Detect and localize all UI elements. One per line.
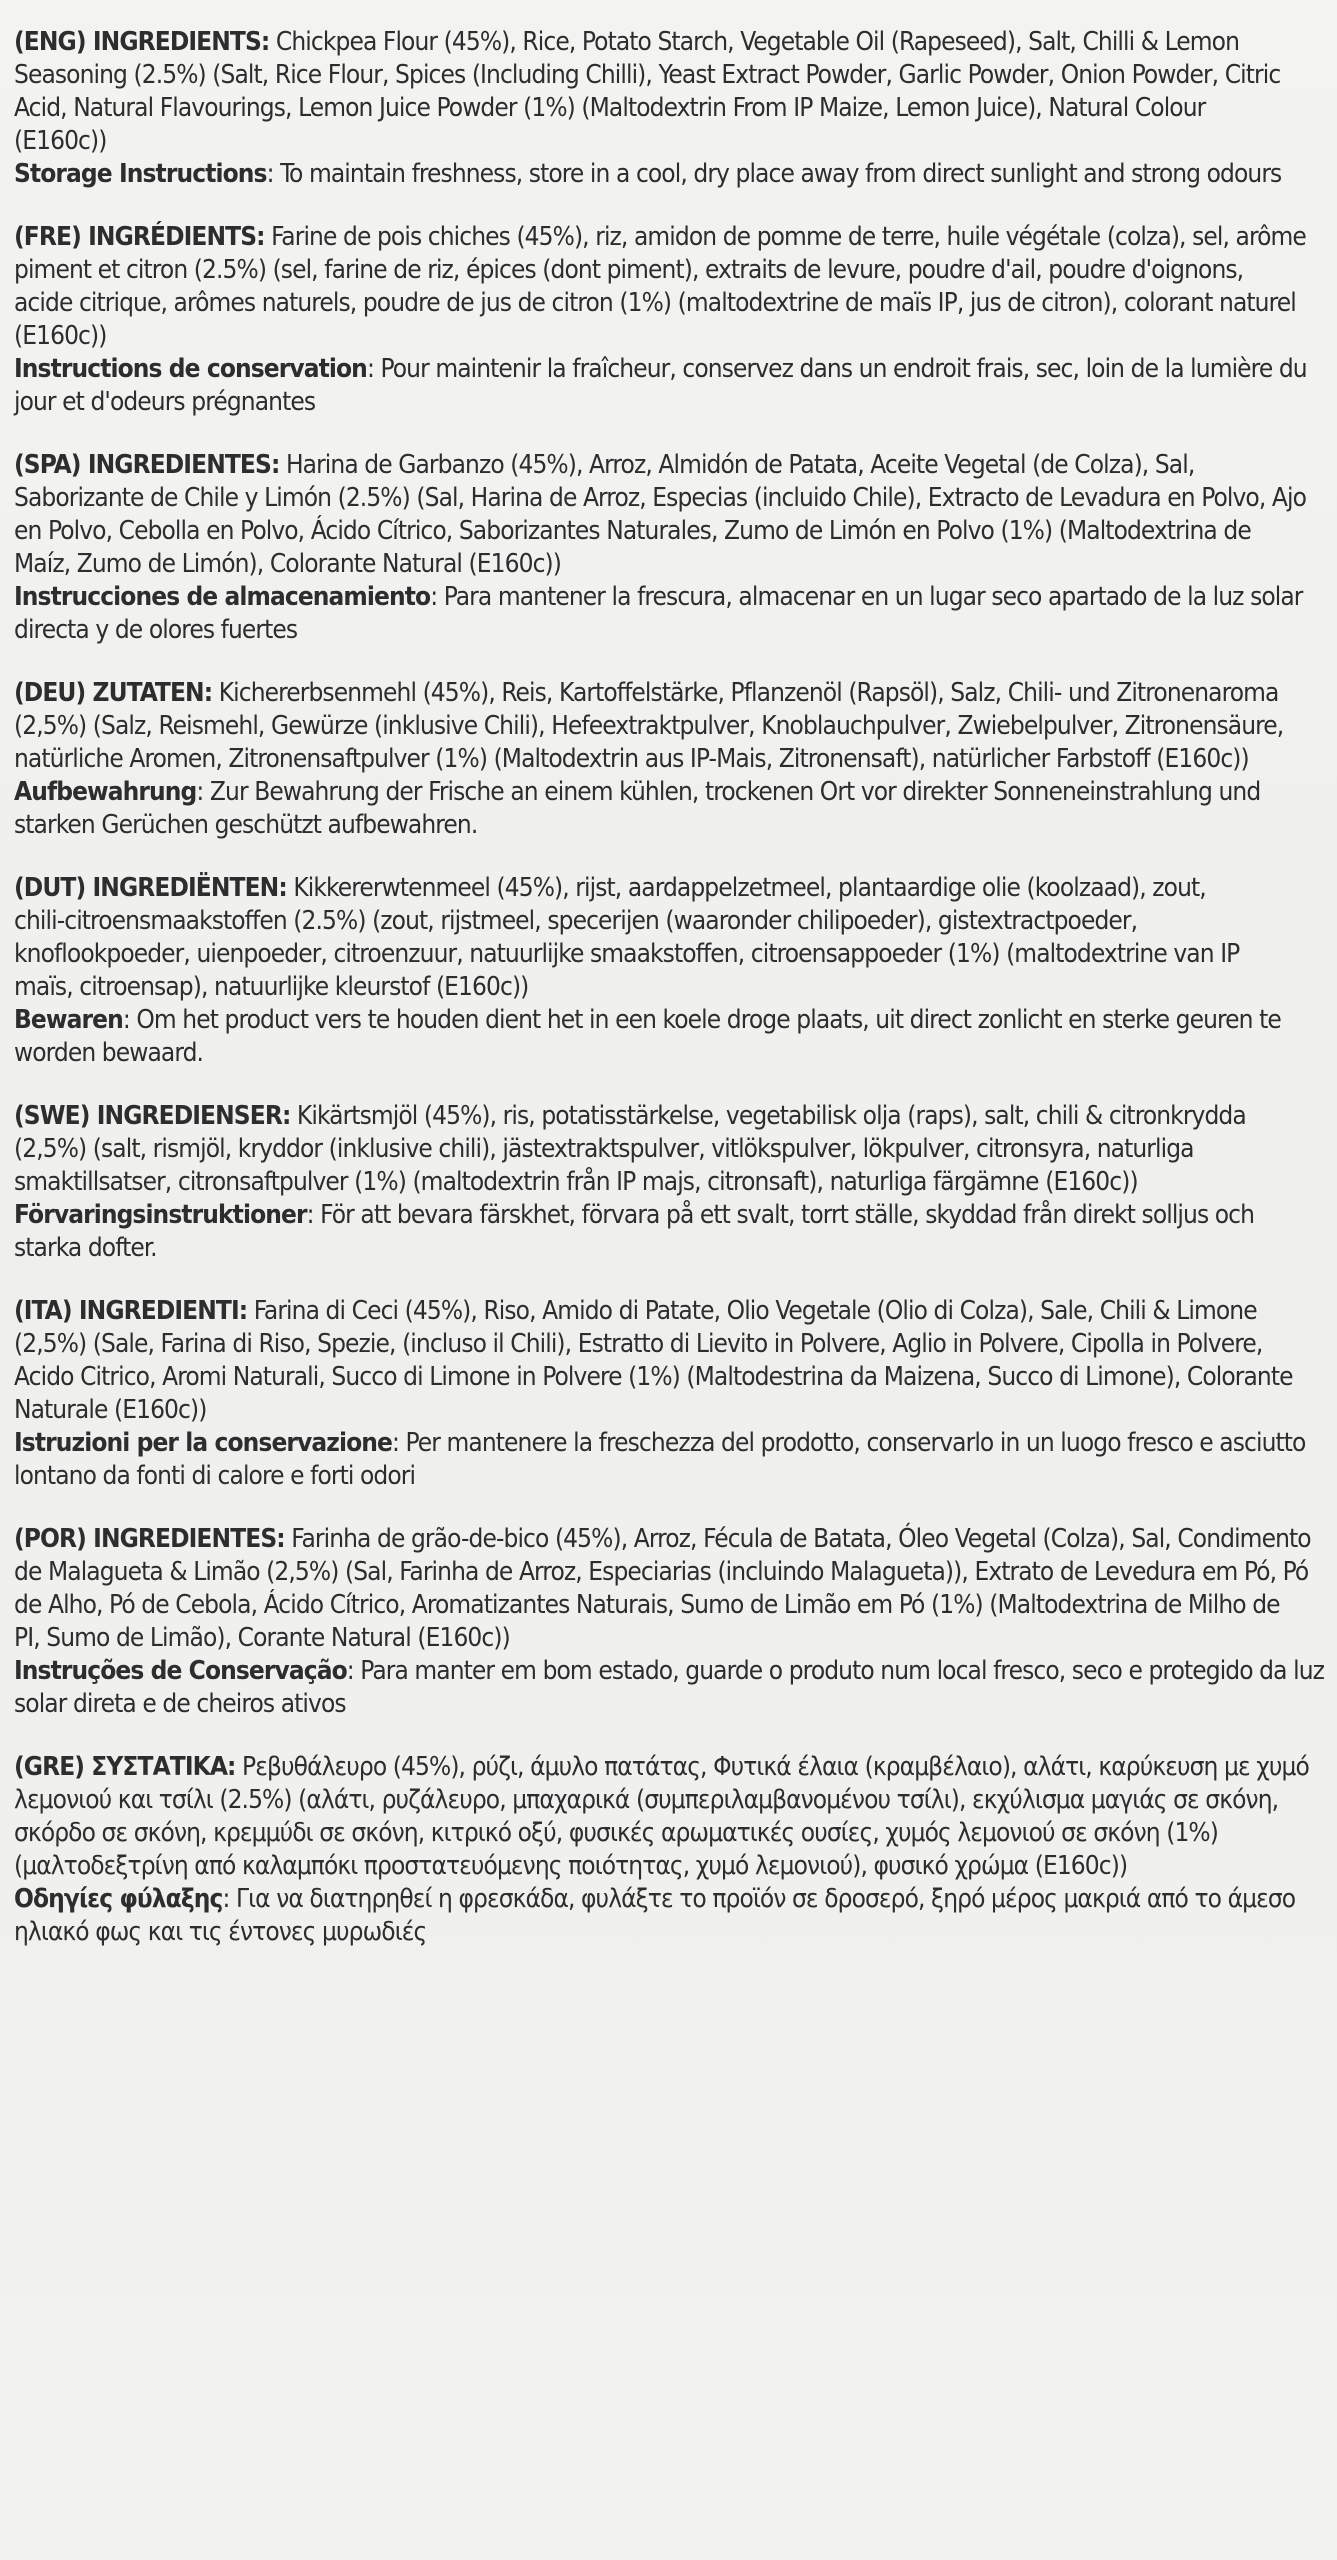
ingredients-text: Kikärtsmjöl (45%), ris, potatisstärkelse, vegetabilisk olja (raps), salt, chili & citronkrydda bbox=[290, 1101, 1246, 1131]
ingredients-line: (2,5%) (Salz, Reismehl, Gewürze (inklusive Chili), Hefeextraktpulver, Knoblauchpulver, Zwiebelpulver, Zitronensäure, bbox=[14, 711, 1284, 741]
ingredients-line: (2,5%) (Sale, Farina di Riso, Spezie, (incluso il Chili), Estratto di Lievito in Polvere, Aglio in Polvere, Cipolla in Polvere, bbox=[14, 1329, 1263, 1359]
storage-text: : Per mantenere la freschezza del prodotto, conservarlo in un luogo fresco e asciutto bbox=[392, 1428, 1306, 1458]
storage-line: starken Gerüchen geschützt aufbewahren. bbox=[14, 810, 478, 840]
section-deu bbox=[14, 677, 1325, 842]
storage-line: worden bewaard. bbox=[14, 1038, 204, 1068]
section-por bbox=[14, 1523, 1325, 1721]
section-swe bbox=[14, 1100, 1325, 1265]
storage-text: : To maintain freshness, store in a cool, dry place away from direct sunlight and strong odours bbox=[266, 159, 1282, 189]
storage-line: starka dofter. bbox=[14, 1233, 157, 1263]
ingredients-line: (E160c)) bbox=[14, 321, 107, 351]
ingredients-line bbox=[14, 449, 1325, 482]
ingredients-line: Acid, Natural Flavourings, Lemon Juice Powder (1%) (Maltodextrin From IP Maize, Lemon Juice), Natural Colour bbox=[14, 93, 1206, 123]
storage-label: Instruções de Conservação bbox=[14, 1656, 347, 1686]
storage-line bbox=[14, 353, 1325, 386]
ingredients-line: Seasoning (2.5%) (Salt, Rice Flour, Spices (Including Chilli), Yeast Extract Powder, Garlic Powder, Onion Powder, Citric bbox=[14, 60, 1281, 90]
storage-line bbox=[14, 1655, 1325, 1688]
storage-line bbox=[14, 1199, 1325, 1232]
storage-label: Instructions de conservation bbox=[14, 354, 367, 384]
ingredients-line bbox=[14, 221, 1325, 254]
ingredients-line bbox=[14, 1523, 1325, 1556]
ingredients-line: en Polvo, Cebolla en Polvo, Ácido Cítrico, Saborizantes Naturales, Zumo de Limón en Polvo (1%) (Maltodextrina de bbox=[14, 516, 1251, 546]
ingredients-line: maïs, citroensap), natuurlijke kleurstof (E160c)) bbox=[14, 972, 529, 1002]
ingredients-heading: (GRE) ΣΥΣΤΑΤΙΚΑ: bbox=[14, 1752, 236, 1782]
ingredients-line bbox=[14, 872, 1325, 905]
ingredients-heading: (ITA) INGREDIENTI: bbox=[14, 1296, 248, 1326]
ingredients-heading: (DUT) INGREDIËNTEN: bbox=[14, 873, 287, 903]
ingredients-line: λεμονιού και τσίλι (2.5%) (αλάτι, ρυζάλευρο, μπαχαρικά (συμπεριλαμβανομένου τσίλι), εκχύλισμα μαγιάς σε σκόνη, bbox=[14, 1785, 1279, 1815]
storage-line: solar direta e de cheiros ativos bbox=[14, 1689, 346, 1719]
ingredients-text: Chickpea Flour (45%), Rice, Potato Starch, Vegetable Oil (Rapeseed), Salt, Chilli & Lemon bbox=[269, 27, 1240, 57]
storage-label: Οδηγίες φύλαξης bbox=[14, 1884, 223, 1914]
storage-text: : Para manter em bom estado, guarde o produto num local fresco, seco e protegido da luz bbox=[346, 1656, 1325, 1686]
ingredients-line: (2,5%) (salt, rismjöl, kryddor (inklusive chili), jästextraktspulver, vitlökspulver, lökpulver, citronsyra, naturliga bbox=[14, 1134, 1194, 1164]
storage-text: : Zur Bewahrung der Frische an einem kühlen, trockenen Ort vor direkter Sonneneinstrahlung und bbox=[196, 777, 1261, 807]
storage-line bbox=[14, 158, 1325, 191]
ingredients-text: Farine de pois chiches (45%), riz, amidon de pomme de terre, huile végétale (colza), sel, arôme bbox=[264, 222, 1306, 252]
ingredients-heading: (FRE) INGRÉDIENTS: bbox=[14, 222, 265, 252]
ingredients-text: Farina di Ceci (45%), Riso, Amido di Patate, Olio Vegetale (Olio di Colza), Sale, Chili & Limone bbox=[247, 1296, 1257, 1326]
storage-label: Instrucciones de almacenamiento bbox=[14, 582, 431, 612]
ingredients-line bbox=[14, 1100, 1325, 1133]
ingredients-line: de Alho, Pó de Cebola, Ácido Cítrico, Aromatizantes Naturais, Sumo de Limão em Pó (1%) (Maltodextrina de Milho de bbox=[14, 1590, 1280, 1620]
storage-text: : Om het product vers te houden dient het in een koele droge plaats, uit direct zonlicht en sterke geuren te bbox=[122, 1005, 1281, 1035]
ingredients-text: Farinha de grão-de-bico (45%), Arroz, Fécula de Batata, Óleo Vegetal (Colza), Sal, Condimento bbox=[284, 1524, 1311, 1554]
ingredients-line: knoflookpoeder, uienpoeder, citroenzuur, natuurlijke smaakstoffen, citroensappoeder (1%) (maltodextrine van IP bbox=[14, 939, 1240, 969]
section-fre bbox=[14, 221, 1325, 419]
storage-line bbox=[14, 581, 1325, 614]
section-gre bbox=[14, 1751, 1325, 1949]
ingredients-line: natürliche Aromen, Zitronensaftpulver (1%) (Maltodextrin aus IP-Mais, Zitronensaft), natürlicher Farbstoff (E160c)) bbox=[14, 744, 1249, 774]
ingredients-heading: (SPA) INGREDIENTES: bbox=[14, 450, 280, 480]
storage-label: Storage Instructions bbox=[14, 159, 267, 189]
ingredients-text: Harina de Garbanzo (45%), Arroz, Almidón de Patata, Aceite Vegetal (de Colza), Sal, bbox=[279, 450, 1195, 480]
ingredients-line: piment et citron (2.5%) (sel, farine de riz, épices (dont piment), extraits de levure, poudre d'ail, poudre d'oignons, bbox=[14, 255, 1244, 285]
storage-line bbox=[14, 1004, 1325, 1037]
ingredients-heading: (SWE) INGREDIENSER: bbox=[14, 1101, 291, 1131]
storage-text: : Para mantener la frescura, almacenar en un lugar seco apartado de la luz solar bbox=[430, 582, 1303, 612]
storage-line bbox=[14, 776, 1325, 809]
ingredients-line bbox=[14, 1751, 1325, 1784]
storage-line bbox=[14, 1883, 1325, 1916]
ingredients-line: (μαλτοδεξτρίνη από καλαμπόκι προστατευόμενης ποιότητας, χυμό λεμονιού), φυσικό χρώμα (E160c)) bbox=[14, 1851, 1128, 1881]
section-eng bbox=[14, 26, 1325, 191]
ingredients-line bbox=[14, 26, 1325, 59]
storage-line: jour et d'odeurs prégnantes bbox=[14, 387, 316, 417]
ingredients-text: Kichererbsenmehl (45%), Reis, Kartoffelstärke, Pflanzenöl (Rapsöl), Salz, Chili- und Zitronenaroma bbox=[212, 678, 1279, 708]
storage-line: ηλιακό φως και τις έντονες μυρωδιές bbox=[14, 1917, 427, 1947]
ingredients-line: σκόρδο σε σκόνη, κρεμμύδι σε σκόνη, κιτρικό οξύ, φυσικές αρωματικές ουσίες, χυμός λεμονιού σε σκόνη (1%) bbox=[14, 1818, 1218, 1848]
ingredients-text: Kikkererwtenmeel (45%), rijst, aardappelzetmeel, plantaardige olie (koolzaad), zout, bbox=[286, 873, 1206, 903]
ingredients-line: de Malagueta & Limão (2,5%) (Sal, Farinha de Arroz, Especiarias (incluindo Malagueta)), Extrato de Levedura em Pó, Pó bbox=[14, 1557, 1309, 1587]
storage-text: : För att bevara färskhet, förvara på ett svalt, torrt ställe, skyddad från direkt solljus och bbox=[306, 1200, 1255, 1230]
storage-line: lontano da fonti di calore e forti odori bbox=[14, 1461, 416, 1491]
ingredients-heading: (ENG) INGREDIENTS: bbox=[14, 27, 270, 57]
section-spa bbox=[14, 449, 1325, 647]
ingredients-line bbox=[14, 1295, 1325, 1328]
storage-line bbox=[14, 1427, 1325, 1460]
ingredients-line: chili-citroensmaakstoffen (2.5%) (zout, rijstmeel, specerijen (waaronder chilipoeder), gistextractpoeder, bbox=[14, 906, 1138, 936]
ingredients-text: Ρεβυθάλευρο (45%), ρύζι, άμυλο πατάτας, Φυτικά έλαια (κραμβέλαιο), αλάτι, καρύκευση με χυμό bbox=[235, 1752, 1309, 1782]
section-ita bbox=[14, 1295, 1325, 1493]
ingredients-line: (E160c)) bbox=[14, 126, 107, 156]
ingredients-heading: (DEU) ZUTATEN: bbox=[14, 678, 213, 708]
ingredients-line: acide citrique, arômes naturels, poudre de jus de citron (1%) (maltodextrine de maïs IP, jus de citron), colorant naturel bbox=[14, 288, 1296, 318]
storage-text: : Για να διατηρηθεί η φρεσκάδα, φυλάξτε το προϊόν σε δροσερό, ξηρό μέρος μακριά από το άμεσο bbox=[222, 1884, 1296, 1914]
ingredients-line: Saborizante de Chile y Limón (2.5%) (Sal, Harina de Arroz, Especias (incluido Chile), Extracto de Levadura en Polvo, Ajo bbox=[14, 483, 1306, 513]
ingredients-line: PI, Sumo de Limão), Corante Natural (E160c)) bbox=[14, 1623, 510, 1653]
ingredients-line: smaktillsatser, citronsaftpulver (1%) (maltodextrin från IP majs, citronsaft), naturliga färgämne (E160c)) bbox=[14, 1167, 1138, 1197]
storage-label: Istruzioni per la conservazione bbox=[14, 1428, 392, 1458]
ingredients-line: Maíz, Zumo de Limón), Colorante Natural (E160c)) bbox=[14, 549, 561, 579]
storage-label: Bewaren bbox=[14, 1005, 123, 1035]
ingredients-line bbox=[14, 677, 1325, 710]
ingredients-line: Acido Citrico, Aromi Naturali, Succo di Limone in Polvere (1%) (Maltodestrina da Maizena, Succo di Limone), Colorante bbox=[14, 1362, 1293, 1392]
storage-label: Förvaringsinstruktioner bbox=[14, 1200, 307, 1230]
section-dut bbox=[14, 872, 1325, 1070]
storage-line: directa y de olores fuertes bbox=[14, 615, 298, 645]
ingredients-heading: (POR) INGREDIENTES: bbox=[14, 1524, 285, 1554]
storage-text: : Pour maintenir la fraîcheur, conservez dans un endroit frais, sec, loin de la lumière du bbox=[366, 354, 1307, 384]
ingredients-line: Naturale (E160c)) bbox=[14, 1395, 207, 1425]
storage-label: Aufbewahrung bbox=[14, 777, 197, 807]
